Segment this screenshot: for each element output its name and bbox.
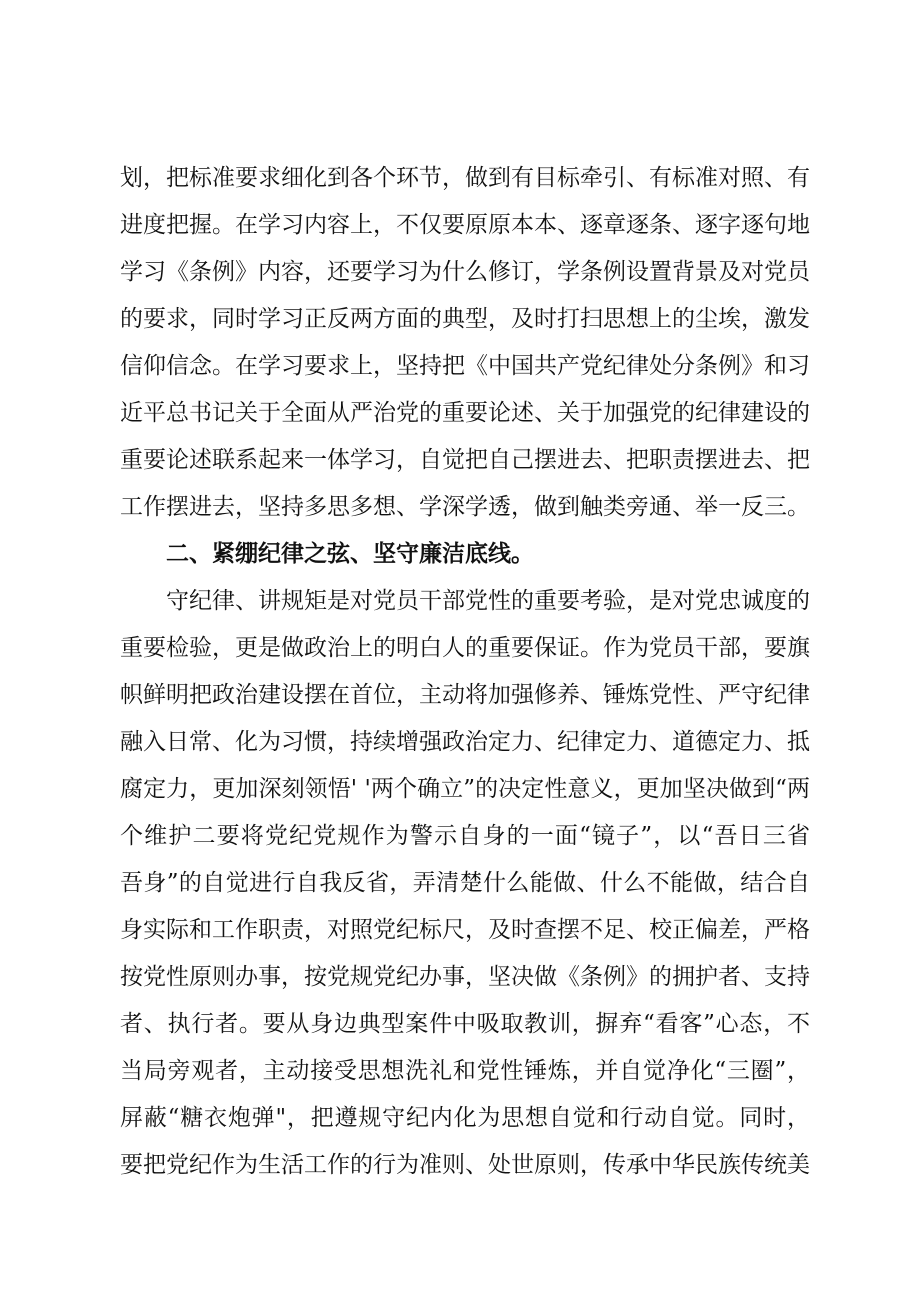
text-line: 守纪律、讲规矩是对党员干部党性的重要考验，是对党忠诚度的 (166, 588, 810, 614)
text-line: 学习《条例》内容，还要学习为什么修订，学条例设置背景及对党员 (120, 259, 810, 285)
text-line: 屏蔽“糖衣炮弹"，把遵规守纪内化为思想自觉和行动自觉。同时， (120, 1105, 810, 1131)
text-line: 要把党纪作为生活工作的行为准则、处世原则，传承中华民族传统美 (120, 1152, 810, 1178)
text-line: 按党性原则办事，按党规党纪办事，坚决做《条例》的拥护者、支持 (120, 964, 810, 990)
text-line: 的要求，同时学习正反两方面的典型，及时打扫思想上的尘埃，激发 (120, 306, 810, 332)
text-line: 划，把标准要求细化到各个环节，做到有目标牵引、有标准对照、有 (120, 165, 810, 191)
text-line: 吾身”的自觉进行自我反省，弄清楚什么能做、什么不能做，结合自 (120, 870, 810, 896)
text-line: 信仰信念。在学习要求上，坚持把《中国共产党纪律处分条例》和习 (120, 353, 810, 379)
text-line: 进度把握。在学习内容上，不仅要原原本本、逐章逐条、逐字逐句地 (120, 212, 810, 238)
text-line: 当局旁观者，主动接受思想洗礼和党性锤炼，并自觉净化“三圈”， (120, 1058, 810, 1084)
text-line: 融入日常、化为习惯，持续增强政治定力、纪律定力、道德定力、抵 (120, 729, 810, 755)
text-line: 个维护二要将党纪党规作为警示自身的一面“镜子”，以“吾日三省 (120, 823, 810, 849)
text-line: 重要论述联系起来一体学习，自觉把自己摆进去、把职责摆进去、把 (120, 447, 810, 473)
text-line: 近平总书记关于全面从严治党的重要论述、关于加强党的纪律建设的 (120, 400, 810, 426)
text-line: 工作摆进去，坚持多思多想、学深学透，做到触类旁通、举一反三。 (120, 494, 810, 520)
text-line: 腐定力，更加深刻领悟' '两个确立”的决定性意义，更加坚决做到“两 (120, 776, 810, 802)
text-line: 者、执行者。要从身边典型案件中吸取教训，摒弃“看客”心态，不 (120, 1011, 810, 1037)
text-line: 帜鲜明把政治建设摆在首位，主动将加强修养、锤炼党性、严守纪律 (120, 682, 810, 708)
text-line: 身实际和工作职责，对照党纪标尺，及时查摆不足、校正偏差，严格 (120, 917, 810, 943)
text-line: 重要检验，更是做政治上的明白人的重要保证。作为党员干部，要旗 (120, 635, 810, 661)
section-heading: 二、紧绷纪律之弦、坚守廉洁底线。 (166, 541, 534, 567)
